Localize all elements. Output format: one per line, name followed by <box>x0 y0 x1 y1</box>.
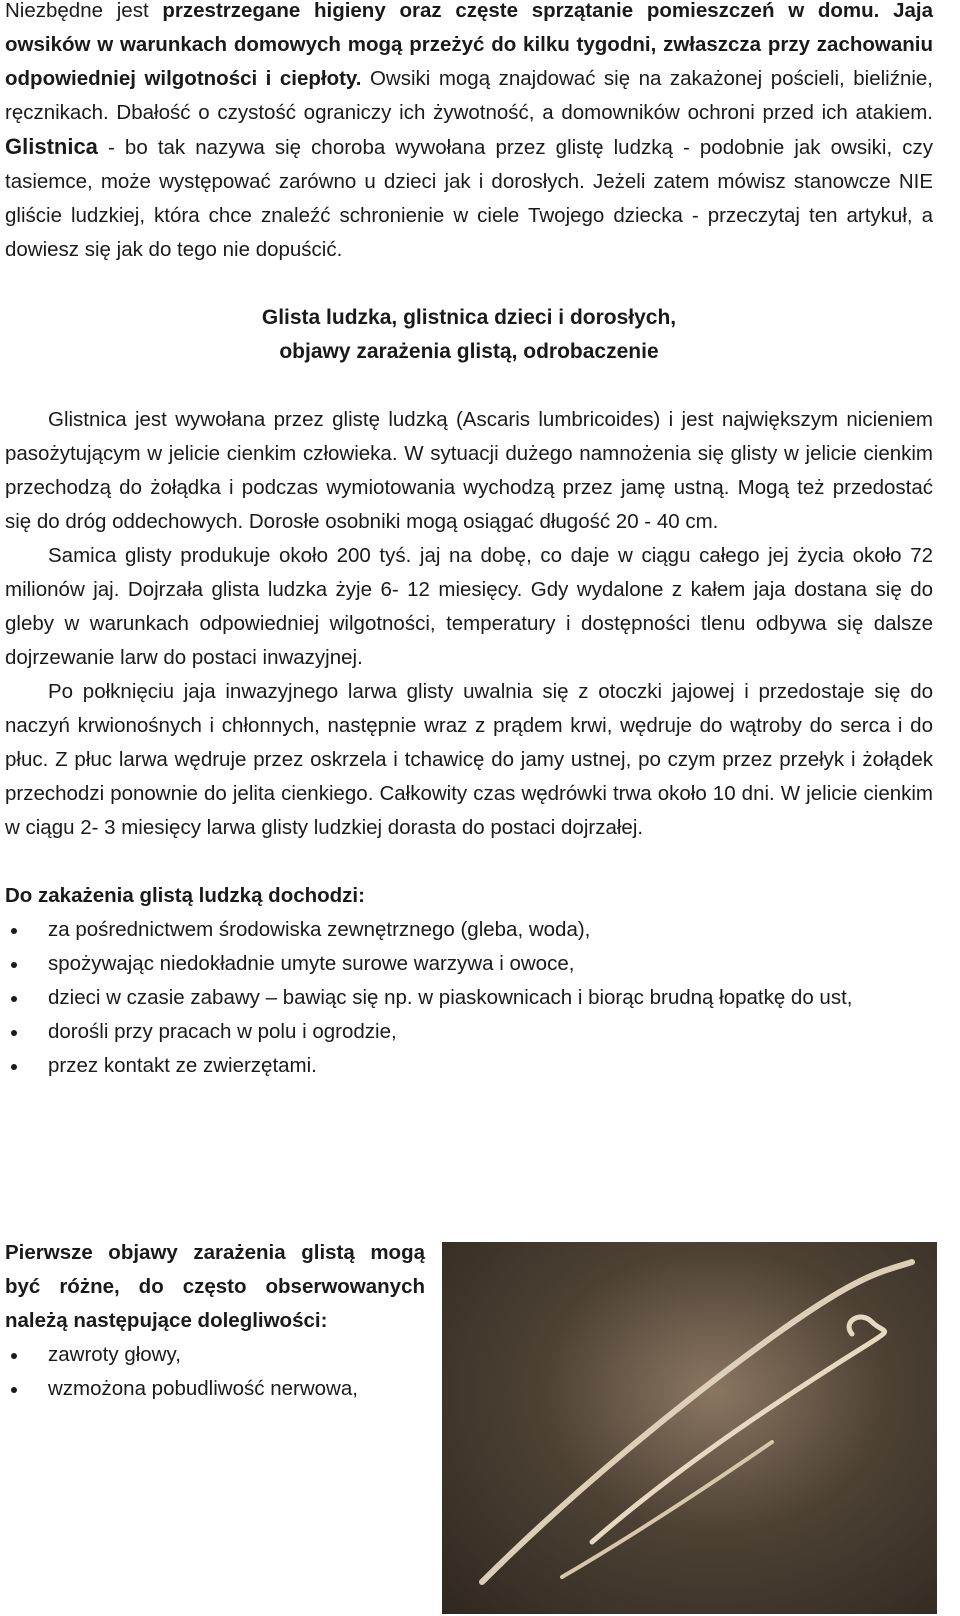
bullet-icon <box>11 996 17 1002</box>
document-page <box>5 0 933 1083</box>
bullet-icon <box>11 1353 17 1359</box>
intro-text-2: Owsiki mogą znajdować się na zakażonej pościeli, bieliźnie, ręcznikach. Dbałość o czystość ograniczy ich żywotność, a domowników ochroni przed ich atakiem. <box>5 67 933 124</box>
bullet-icon <box>11 928 17 934</box>
intro-bold-1: przestrzegane higieny oraz częste sprzątanie pomieszczeń w domu. Jaja owsików w warunkach domowych mogą przeżyć do kilku tygodni, zwłaszcza przy zachowaniu odpowiedniej wilgotności i ciepłoty. <box>5 0 934 90</box>
roundworm-photo <box>442 1242 937 1614</box>
roundworm-illustration <box>442 1242 937 1614</box>
intro-text-3: - bo tak nazywa się choroba wywołana przez glistę ludzką - podobnie jak owsiki, czy tasiemce, może występować zarówno u dzieci jak i dorosłych. Jeżeli zatem mówisz stanowcze NIE gliście ludzkiej, która chce znaleźć schronienie w ciele Twojego dziecka - przeczytaj ten artykuł, a dowiesz się jak do tego nie dopuścić. <box>5 136 933 261</box>
symptoms-column <box>5 1236 425 1406</box>
list-item: za pośrednictwem środowiska zewnętrznego (gleba, woda), <box>5 913 933 947</box>
intro-paragraph <box>5 0 933 267</box>
symptoms-section <box>5 1236 933 1616</box>
glistnica-term: Glistnica <box>5 134 98 159</box>
list-item: dzieci w czasie zabawy – bawiąc się np. w piaskownicach i biorąc brudną łopatkę do ust, <box>5 981 933 1015</box>
list-item: wzmożona pobudliwość nerwowa, <box>5 1372 425 1406</box>
bullet-icon <box>11 1030 17 1036</box>
infection-list <box>5 913 933 1083</box>
list-item: zawroty głowy, <box>5 1338 425 1372</box>
bullet-icon <box>11 1064 17 1070</box>
paragraph-2: Samica glisty produkuje około 200 tyś. jaj na dobę, co daje w ciągu całego jej życia około 72 milionów jaj. Dojrzała glista ludzka żyje 6- 12 miesięcy. Gdy wydalone z kałem jaja dostana się do gleby w warunkach odpowiedniej wilgotności, temperatury i dostępności tlenu odbywa się dalsze dojrzewanie larw do postaci inwazyjnej. <box>5 544 933 669</box>
symptoms-title: Pierwsze objawy zarażenia glistą mogą być różne, do często obserwowanych należą następujące dolegliwości: <box>5 1241 425 1332</box>
intro-text-1: Niezbędne jest <box>5 0 163 22</box>
heading-line-2: objawy zarażenia glistą, odrobaczenie <box>279 340 659 363</box>
list-item: spożywając niedokładnie umyte surowe warzywa i owoce, <box>5 947 933 981</box>
paragraph-3: Po połknięciu jaja inwazyjnego larwa glisty uwalnia się z otoczki jajowej i przedostaje się do naczyń krwionośnych i chłonnych, następnie wraz z prądem krwi, wędruje do wątroby do serca i do płuc. Z płuc larwa wędruje przez oskrzela i tchawicę do jamy ustnej, po czym przez przełyk i żołądek przechodzi ponownie do jelita cienkiego. Całkowity czas wędrówki trwa około 10 dni. W jelicie cienkim w ciągu 2- 3 miesięcy larwa glisty ludzkiej dorasta do postaci dojrzałej. <box>5 680 933 839</box>
list-item: dorośli przy pracach w polu i ogrodzie, <box>5 1015 933 1049</box>
symptoms-list <box>5 1338 425 1406</box>
heading-line-1: Glista ludzka, glistnica dzieci i dorosłych, <box>261 306 677 329</box>
bullet-icon <box>11 1387 17 1393</box>
section-heading <box>5 301 933 369</box>
list-item: przez kontakt ze zwierzętami. <box>5 1049 933 1083</box>
bullet-icon <box>11 962 17 968</box>
infection-title: Do zakażenia glistą ludzką dochodzi: <box>5 884 365 907</box>
paragraph-1: Glistnica jest wywołana przez glistę ludzką (Ascaris lumbricoides) i jest największym nicieniem pasożytującym w jelicie cienkim człowieka. W sytuacji dużego namnożenia się glisty w jelicie cienkim przechodzą do żołądka i podczas wymiotowania wychodzą przez jamę ustną. Mogą też przedostać się do dróg oddechowych. Dorosłe osobniki mogą osiągać długość 20 - 40 cm. <box>5 408 933 533</box>
